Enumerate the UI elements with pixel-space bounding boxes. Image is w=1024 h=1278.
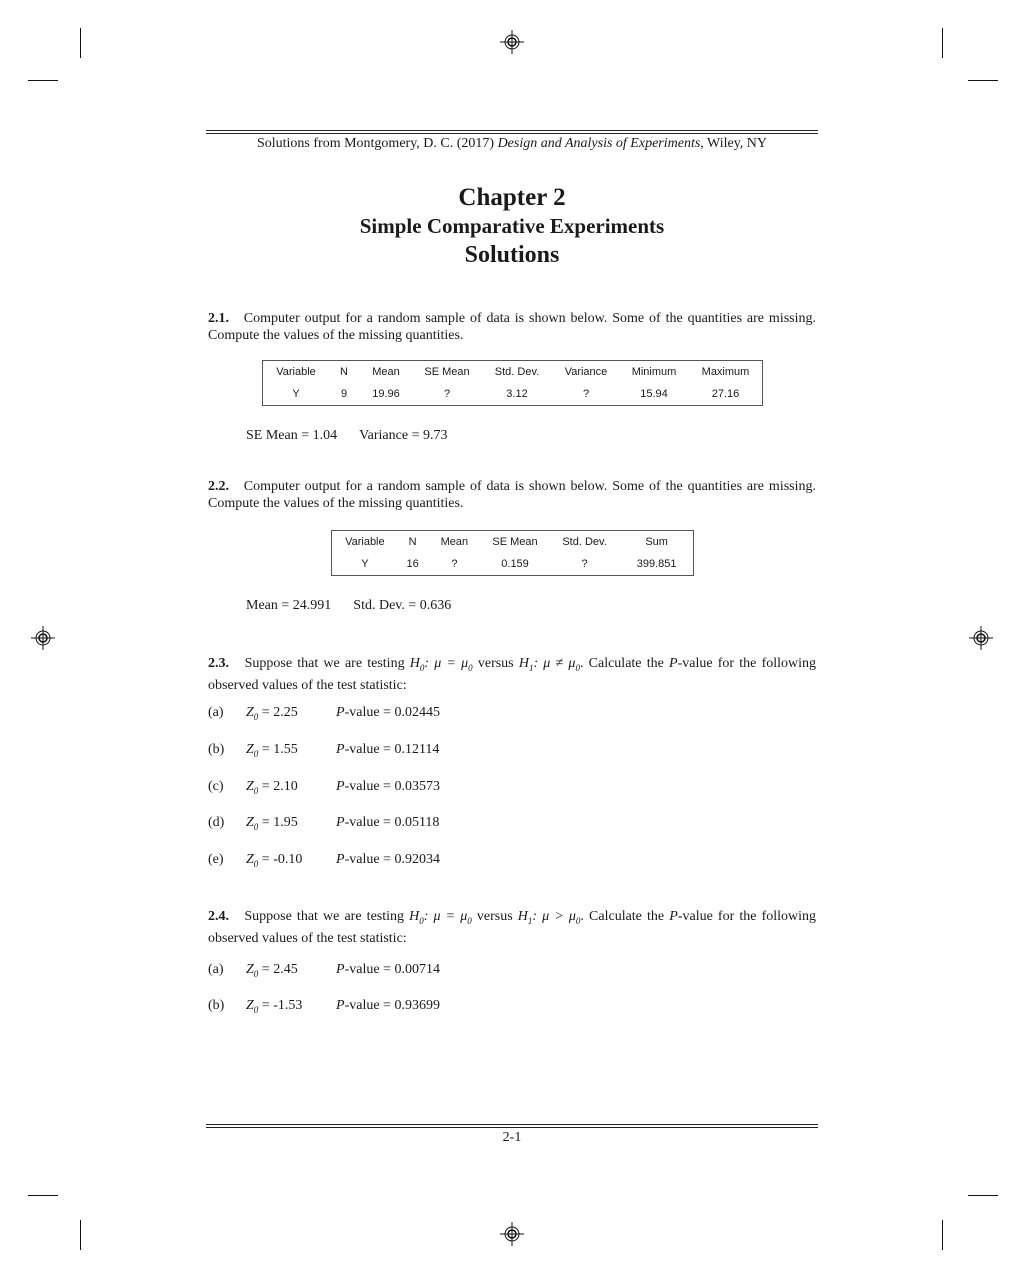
table-cell: 16: [406, 558, 419, 570]
crop-mark: [80, 1220, 81, 1250]
subscript: 1: [527, 915, 533, 926]
table-cell: Y: [292, 388, 300, 400]
item-label: (b): [208, 998, 225, 1013]
z-value: = 1.95: [261, 815, 298, 830]
p-value: [336, 962, 440, 978]
item-label: (d): [208, 815, 225, 830]
problem-statement: . Calculate the: [580, 909, 670, 924]
table-cell: ?: [443, 388, 451, 400]
z-statistic: [246, 852, 302, 869]
p-value-text: -value = 0.92034: [344, 852, 440, 867]
p-symbol: P: [669, 656, 678, 671]
p-symbol: P: [669, 909, 678, 924]
table-header-cell: Variance: [564, 366, 608, 378]
table-header-cell: Variable: [345, 536, 385, 548]
table-header-row: [263, 361, 763, 384]
table-header-cell: SE Mean: [492, 536, 538, 548]
problem-2-4-text: [208, 908, 816, 947]
table-row: [332, 553, 694, 576]
p-value-text: -value = 0.12114: [344, 742, 440, 757]
table-cell: Y: [361, 558, 369, 570]
problem-statement: versus: [472, 656, 519, 671]
problem-2-1-text: [208, 310, 816, 344]
answer-value: SE Mean = 1.04: [246, 428, 338, 443]
p-symbol: P: [336, 779, 345, 794]
table-cell: 3.12: [506, 388, 528, 400]
hypothesis-symbol: H: [409, 656, 420, 671]
p-value-text: -value = 0.00714: [344, 962, 440, 977]
z-symbol: Z: [246, 742, 254, 757]
table-cell: 19.96: [372, 388, 400, 400]
subscript: 0: [253, 968, 259, 979]
footer-rule: [206, 1124, 818, 1128]
hypothesis-expression: : μ > μ: [532, 909, 576, 924]
hypothesis-expression: : μ = μ: [423, 909, 468, 924]
p-symbol: P: [336, 742, 345, 757]
subscript: 0: [468, 662, 473, 673]
crop-mark: [28, 1195, 58, 1196]
table-header-cell: Variable: [276, 366, 316, 378]
crop-mark: [942, 28, 943, 58]
z-statistic: [246, 705, 298, 722]
problem-2-2-text: [208, 478, 816, 512]
problem-statement: versus: [471, 909, 518, 924]
table-header-cell: Minimum: [631, 366, 677, 378]
answer-value: Variance = 9.73: [359, 428, 448, 443]
chapter-number: Chapter 2: [458, 184, 566, 211]
p-value: [336, 779, 440, 795]
p-symbol: P: [336, 998, 345, 1013]
z-symbol: Z: [246, 815, 254, 830]
table-header-cell: Std. Dev.: [562, 536, 607, 548]
p-symbol: P: [336, 705, 345, 720]
table-header-cell: Maximum: [701, 366, 750, 378]
hypothesis-symbol: H: [517, 909, 528, 924]
problem-statement: Suppose that we are testing: [244, 656, 410, 671]
p-value: [336, 705, 440, 721]
crop-mark: [968, 80, 998, 81]
p-symbol: P: [336, 962, 345, 977]
table-header-cell: Mean: [440, 536, 469, 548]
p-symbol: P: [336, 852, 345, 867]
subscript: 0: [253, 711, 259, 722]
table-header-cell: Sum: [645, 536, 668, 548]
z-statistic: [246, 815, 298, 832]
z-value: = 2.10: [261, 779, 298, 794]
z-statistic: [246, 962, 298, 979]
z-statistic: [246, 998, 302, 1015]
item-label: (a): [208, 705, 224, 720]
z-symbol: Z: [246, 779, 254, 794]
registration-mark-icon: [969, 626, 993, 650]
registration-mark-icon: [500, 1222, 524, 1246]
chapter-subtitle: Simple Comparative Experiments: [359, 214, 665, 238]
z-symbol: Z: [246, 998, 254, 1013]
z-value: = 2.45: [261, 962, 298, 977]
running-header: [206, 136, 818, 152]
table-cell: ?: [581, 558, 588, 570]
crop-mark: [942, 1220, 943, 1250]
page-number: 2-1: [502, 1130, 522, 1145]
hypothesis-symbol: H: [409, 909, 420, 924]
subscript: 0: [253, 785, 259, 796]
p-value-text: -value = 0.03573: [344, 779, 440, 794]
answer-2-1: [246, 428, 447, 444]
answer-2-2: [246, 598, 451, 614]
crop-mark: [80, 28, 81, 58]
table-header-cell: Std. Dev.: [494, 366, 540, 378]
p-symbol: P: [336, 815, 345, 830]
p-value-text: -value = 0.02445: [344, 705, 440, 720]
registration-mark-icon: [500, 30, 524, 54]
subscript: 0: [253, 748, 259, 759]
z-symbol: Z: [246, 962, 254, 977]
crop-mark: [28, 80, 58, 81]
output-table-2-2: [331, 530, 694, 576]
problem-number: 2.1.: [208, 311, 229, 326]
item-label: (c): [208, 779, 224, 794]
item-label: (b): [208, 742, 225, 757]
z-value: = 1.55: [261, 742, 298, 757]
item-label: (a): [208, 962, 224, 977]
table-cell: ?: [451, 558, 458, 570]
header-rule: [206, 130, 818, 134]
problem-statement: Computer output for a random sample of data is shown below. Some of the quantities are missing. Compute the values of the missing quantities.: [208, 311, 816, 343]
p-value: [336, 815, 439, 831]
table-cell: 9: [340, 388, 348, 400]
subscript: 0: [419, 915, 424, 926]
hypothesis-expression: : μ ≠ μ: [533, 656, 576, 671]
subscript: 0: [253, 821, 259, 832]
table-row: [263, 383, 763, 406]
header-book-title: Design and Analysis of Experiments: [497, 136, 701, 151]
z-value: = -1.53: [261, 998, 303, 1013]
table-cell: 27.16: [711, 388, 740, 400]
table-cell: 15.94: [640, 388, 668, 400]
table-header-cell: N: [340, 366, 348, 378]
crop-mark: [968, 1195, 998, 1196]
header-suffix: , Wiley, NY: [700, 136, 768, 151]
subscript: 0: [253, 1004, 259, 1015]
registration-mark-icon: [31, 626, 55, 650]
subscript: 0: [575, 915, 581, 926]
problem-statement: Computer output for a random sample of data is shown below. Some of the quantities are missing. Compute the values of the missing quantities.: [208, 479, 816, 511]
z-symbol: Z: [246, 852, 254, 867]
header-prefix: Solutions from Montgomery, D. C. (2017): [256, 136, 498, 151]
problem-statement: -value for the following observed values of the test statistic:: [208, 656, 817, 693]
table-cell: ?: [582, 388, 590, 400]
z-statistic: [246, 779, 298, 796]
problem-statement: -value for the following observed values of the test statistic:: [208, 909, 817, 946]
subscript: 1: [528, 662, 534, 673]
z-value: = 2.25: [261, 705, 298, 720]
hypothesis-expression: : μ = μ: [424, 656, 469, 671]
problem-statement: . Calculate the: [579, 656, 670, 671]
answer-value: Mean = 24.991: [246, 598, 332, 613]
table-cell: 0.159: [501, 558, 529, 570]
table-header-cell: SE Mean: [424, 366, 470, 378]
problem-2-3-text: [208, 655, 816, 694]
subscript: 0: [467, 915, 472, 926]
table-header-cell: N: [408, 536, 417, 548]
output-table-2-1: [262, 360, 763, 406]
problem-statement: Suppose that we are testing: [244, 909, 410, 924]
problem-number: 2.3.: [208, 656, 229, 671]
item-label: (e): [208, 852, 224, 867]
problem-number: 2.2.: [208, 479, 229, 494]
z-statistic: [246, 742, 298, 759]
z-symbol: Z: [246, 705, 254, 720]
problem-number: 2.4.: [208, 909, 229, 924]
table-header-cell: Mean: [372, 366, 400, 378]
p-value-text: -value = 0.05118: [344, 815, 440, 830]
p-value: [336, 742, 439, 758]
answer-value: Std. Dev. = 0.636: [353, 598, 452, 613]
subscript: 0: [419, 662, 425, 673]
p-value: [336, 998, 440, 1014]
table-cell: 399.851: [636, 558, 677, 570]
table-header-row: [332, 531, 694, 554]
subscript: 0: [253, 858, 259, 869]
z-value: = -0.10: [261, 852, 303, 867]
hypothesis-symbol: H: [518, 656, 529, 671]
p-value: [336, 852, 440, 868]
p-value-text: -value = 0.93699: [344, 998, 440, 1013]
subscript: 0: [575, 662, 580, 673]
chapter-solutions-label: Solutions: [464, 242, 560, 268]
